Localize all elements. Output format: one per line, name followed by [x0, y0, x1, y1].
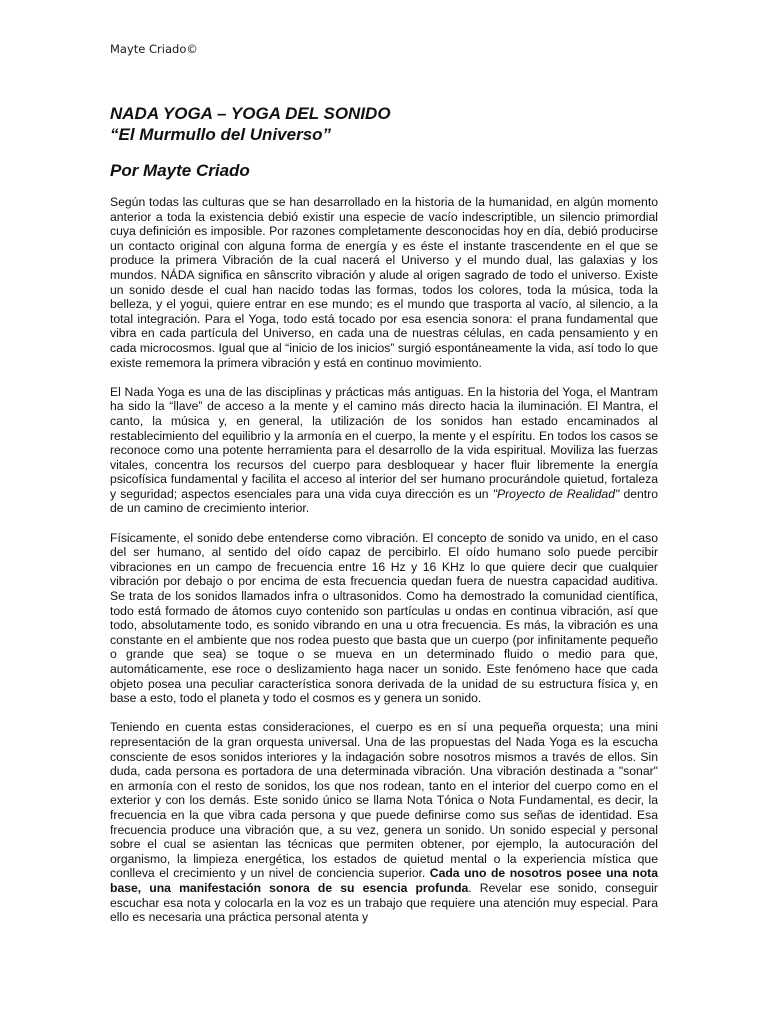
paragraph-text: Según todas las culturas que se han desarrollado en la historia de la humanidad, en algún momento anterior a toda la existencia debió existir una especie de vacío indescriptible, un silencio primordial cuya definición es imposible. Por razones completamente desconocidas hoy en día, debió producirse un contacto original con alguna forma de energía y es éste el instante trascendente en el que se produce la primera Vibración de la cual nacerá el Universo y el mundo dual, las galaxias y los mundos. NÁDA significa en sânscrito vibración y alude al origen sagrado de todo el universo. Existe un sonido desde el cual han nacido todas las formas, todos los colores, toda la música, toda la belleza, y el yogui, quiere entrar en ese mundo; es el mundo que trasporta al vacío, al silencio, a la total integración. Para el Yoga, todo está tocado por esa esencia sonora: el prana fundamental que vibra en cada partícula del Universo, en cada una de nuestras células, en cada pensamiento y en cada microcosmos. Igual que al “inicio de los inicios” surgió espontáneamente la vida, así todo lo que existe rememora la primera vibración y está en continuo movimiento.	[110, 195, 658, 370]
document-title: NADA YOGA – YOGA DEL SONIDO	[110, 104, 391, 123]
bold-phrase: Cada uno de nosotros posee una nota base, una manifestación sonora de su esencia profunda	[110, 866, 658, 895]
italic-phrase: "Proyecto de Realidad"	[492, 486, 620, 501]
author-line: Por Mayte Criado	[110, 161, 250, 180]
paragraph	[110, 195, 658, 370]
body-text	[110, 195, 658, 939]
paragraph-text: Físicamente, el sonido debe entenderse como vibración. El concepto de sonido va unido, en el caso del ser humano, al sentido del oído capaz de percibirlo. El oído humano solo puede percibir vibraciones en un campo de frecuencia entre 16 Hz y 16 KHz lo que quiere decir que cualquier vibración por debajo o por encima de esta frecuencia quedan fuera de nuestra capacidad auditiva. Se trata de los sonidos llamados infra o ultrasonidos. Como ha demostrado la comunidad científica, todo está formado de átomos cuyo contenido son partículas u ondas en continua vibración, así que todo, absolutamente todo, es sonido vibrando en una u otra frecuencia. Es más, la vibración es una constante en el ambiente que nos rodea puesto que basta que un cuerpo (por infinitamente pequeño o grande que sea) se toque o se mueva en un determinado fluido o medio para que, automáticamente, ese roce o deslizamiento haga nacer un sonido. Este fenómeno hace que cada objeto posea una peculiar característica sonora derivada de la unidad de su estructura física y, en base a esto, todo el planeta y todo el cosmos es y genera un sonido.	[110, 530, 658, 706]
page-header: Mayte Criado©	[110, 42, 198, 56]
paragraph-text-end: dentro de un camino de crecimiento interior.	[110, 486, 659, 516]
paragraph	[110, 531, 658, 706]
paragraph-text: El Nada Yoga es una de las disciplinas y prácticas más antiguas. En la historia del Yoga, el Mantram ha sido la “llave” de acceso a la mente y el camino más directo hacia la iluminación. El Mantra, el canto, la música y, en general, la utilización de los sonidos han estado encaminados al restablecimiento del equilibrio y la armonía en el cuerpo, la mente y el espíritu. En todos los casos se reconoce como una potente herramienta para el desarrollo de la vida espiritual. Moviliza las fuerzas vitales, concentra los recursos del cuerpo para desbloquear y hacer fluir libremente la energía psicofísica fundamental y facilita el acceso al interior del ser humano procurándole quietud, fortaleza y seguridad; aspectos esenciales para una vida cuya dirección es un	[110, 384, 658, 501]
paragraph-text-end: . Revelar ese sonido, conseguir escuchar esa nota y colocarla en la voz es un trabajo que requiere una atención muy especial. Para ello es necesaria una práctica personal atenta y	[110, 880, 658, 925]
paragraph	[110, 720, 658, 924]
document-subtitle: “El Murmullo del Universo”	[110, 125, 332, 144]
paragraph-text: Teniendo en cuenta estas consideraciones, el cuerpo es en sí una pequeña orquesta; una mini representación de la gran orquesta universal. Una de las propuestas del Nada Yoga es la escucha consciente de esos sonidos interiores y la indagación sobre nosotros mismos a través de ellos. Sin duda, cada persona es portadora de una determinada vibración. Una vibración destinada a "sonar" en armonía con el resto de sonidos, los que nos rodean, tanto en el interior del cuerpo como en el exterior y con los demás. Este sonido único se llama Nota Tónica o Nota Fundamental, es decir, la frecuencia en la que vibra cada persona y que puede definirse como sus señas de identidad. Esa frecuencia produce una vibración que, a su vez, genera un sonido. Un sonido especial y personal sobre el cual se asientan las técnicas que permiten obtener, por ejemplo, la autocuración del organismo, la limpieza energética, los estados de quietud mental o la experiencia mística que conlleva el crecimiento y un nivel de conciencia superior.	[110, 720, 658, 881]
paragraph	[110, 385, 658, 516]
title-block	[110, 103, 660, 145]
